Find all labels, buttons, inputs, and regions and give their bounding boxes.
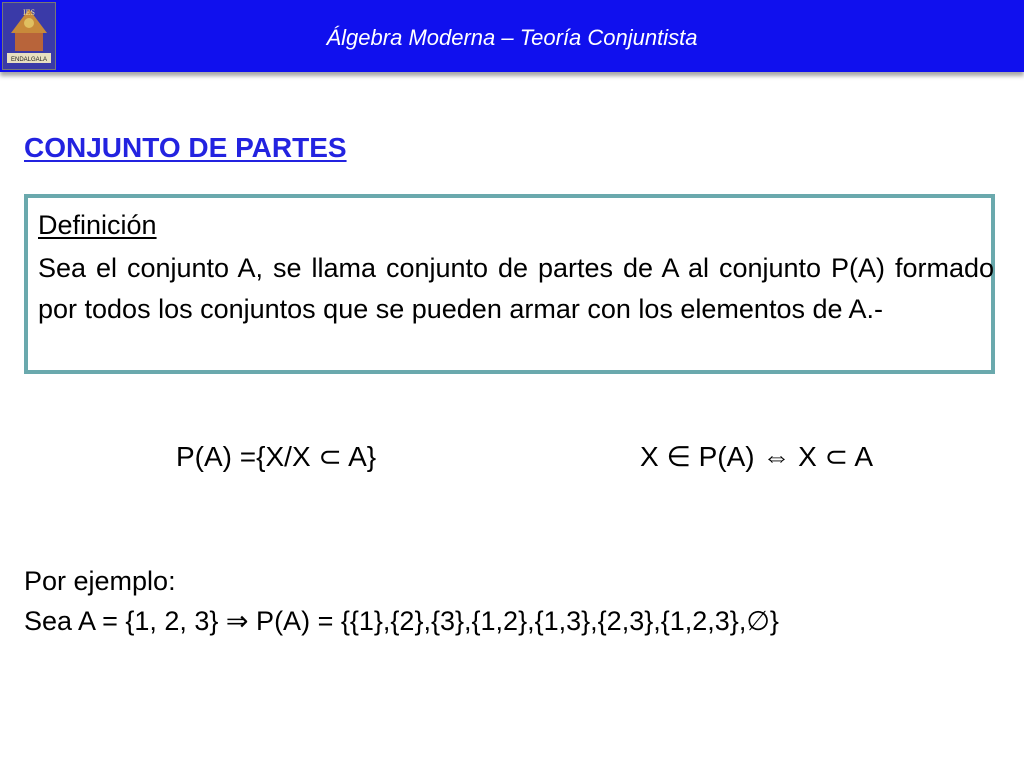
header-bar xyxy=(0,0,1024,72)
example-lhs: Sea A = {1, 2, 3} ⇒ P(A) xyxy=(24,606,311,636)
svg-text:ENDALGALA: ENDALGALA xyxy=(10,57,48,63)
example-label: Por ejemplo: xyxy=(24,566,176,596)
example-rhs: = {{1},{2},{3},{1,2},{1,3},{2,3},{1,2,3},∅} xyxy=(317,606,779,636)
formula-power-set: P(A) ={X/X ⊂ A} xyxy=(176,441,377,472)
definition-box xyxy=(24,194,995,374)
formula-membership: X ∈ P(A) ⇔ X ⊂ A xyxy=(640,441,874,472)
example-line xyxy=(24,606,779,637)
definition-text: Sea el conjunto A, se llama conjunto de partes de A al conjunto P(A) formado por todos los conjuntos que se pueden armar con los elementos de A.- xyxy=(38,253,994,324)
header-title: Álgebra Moderna – Teoría Conjuntista xyxy=(326,25,698,50)
svg-text:IES: IES xyxy=(23,8,35,17)
section-title: CONJUNTO DE PARTES xyxy=(24,132,347,163)
definition-heading: Definición xyxy=(38,210,157,240)
